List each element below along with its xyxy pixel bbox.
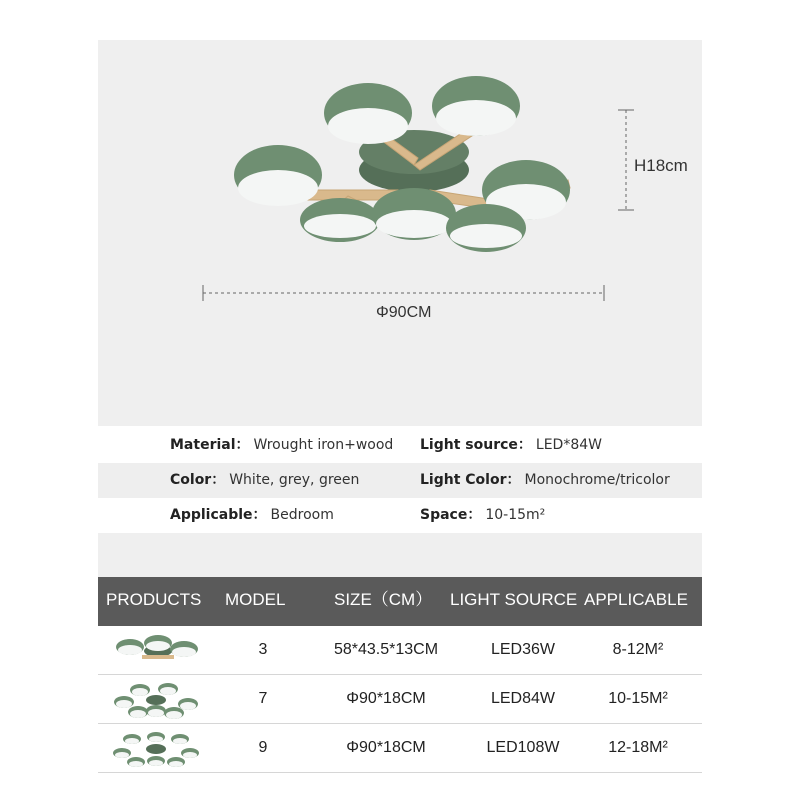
spec-value: Bedroom [270,507,334,523]
cell-model: 9 [258,739,268,756]
column-header-model: MODEL [225,590,286,609]
height-dimension-line [618,110,634,210]
cell-applicable: 12-18M² [608,739,668,756]
spec-value: Monochrome/tricolor [524,472,670,488]
spec-value: LED*84W [535,437,602,453]
spec-key: Light Color： [420,472,521,488]
cell-applicable: 8-12M² [612,641,664,658]
cell-size: 58*43.5*13CM [333,641,439,658]
table-row [98,626,702,675]
spec-list [98,428,702,533]
spec-key: Light source： [420,437,532,453]
spec-row [98,463,702,498]
diameter-label: Φ90CM [376,304,432,321]
spec-row [98,428,702,463]
cell-size: Φ90*18CM [346,690,426,707]
spec-key: Space： [420,507,482,523]
diameter-dimension-line [203,285,604,301]
spec-value: 10-15m² [485,507,546,523]
product-thumbnail [112,729,200,769]
cell-model: 3 [258,641,268,658]
spec-key: Color： [170,472,226,488]
divider-band [98,533,702,577]
table-header [98,577,702,626]
spec-key: Applicable： [170,507,267,523]
spec-value: Wrought iron+wood [253,437,394,453]
column-header-light-source: LIGHT SOURCE [450,590,578,609]
cell-light-source: LED36W [490,641,556,658]
spec-value: White, grey, green [229,472,360,488]
product-table [98,577,702,773]
product-thumbnail [112,680,200,720]
column-header-applicable: APPLICABLE [584,590,688,609]
cell-size: Φ90*18CM [346,739,426,756]
cell-light-source: LED84W [490,690,556,707]
ceiling-lamp-illustration [98,40,702,426]
column-header-size: SIZE（CM） [334,590,433,609]
cell-applicable: 10-15M² [608,690,668,707]
table-row [98,724,702,773]
column-header-products: PRODUCTS [106,590,202,609]
spec-row [98,498,702,533]
table-row [98,675,702,724]
product-hero-image [98,40,702,426]
cell-model: 7 [258,690,268,707]
height-label: H18cm [634,156,688,175]
product-thumbnail [112,631,200,671]
cell-light-source: LED108W [486,739,560,756]
spec-key: Material： [170,437,250,453]
